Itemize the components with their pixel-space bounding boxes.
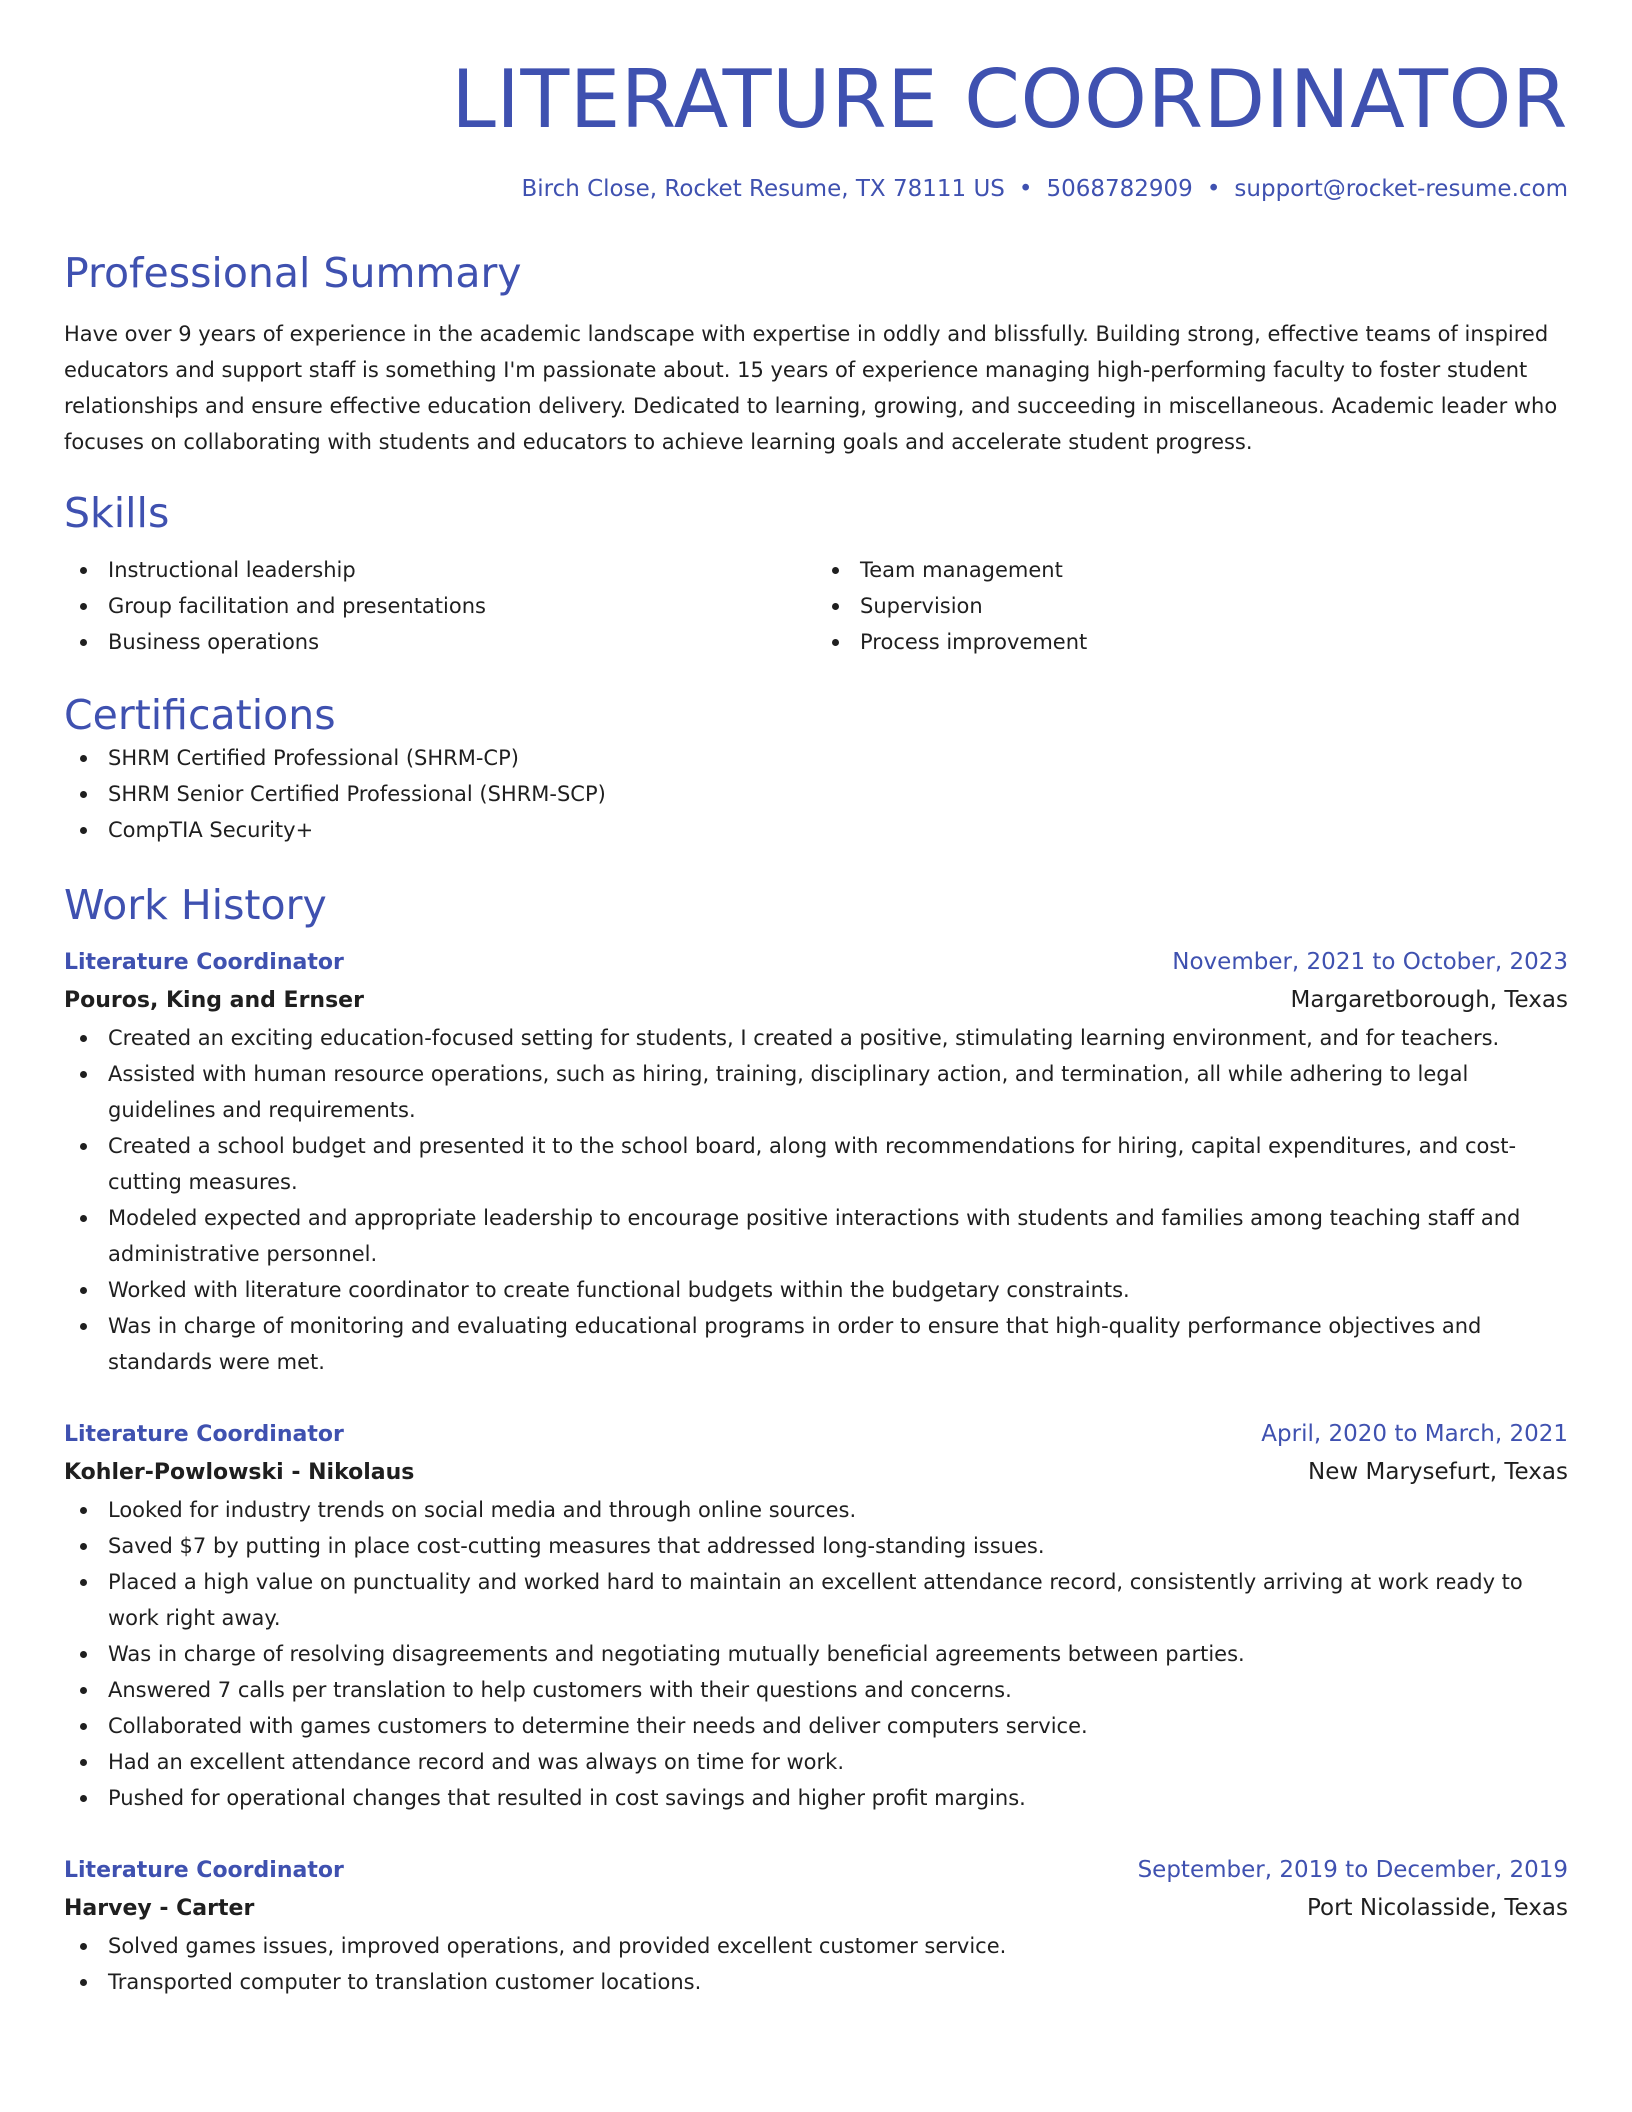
skill-item: Process improvement <box>816 624 1568 660</box>
job-bullet: Looked for industry trends on social media and through online sources. <box>64 1492 1568 1528</box>
skill-item: Group facilitation and presentations <box>64 588 816 624</box>
job-bullet: Was in charge of resolving disagreements and negotiating mutually beneficial agreements between parties. <box>64 1636 1568 1672</box>
job-entry <box>64 944 1568 1380</box>
skill-item: Instructional leadership <box>64 552 816 588</box>
skills-column-left <box>64 552 816 660</box>
job-bullet-list <box>64 1020 1568 1380</box>
job-bullet-list <box>64 1928 1568 2000</box>
job-title-row <box>64 1416 1568 1453</box>
job-company-row <box>64 1453 1568 1492</box>
skills-heading: Skills <box>64 489 170 537</box>
certification-item: SHRM Senior Certified Professional (SHRM-SCP) <box>64 776 1568 812</box>
job-bullet: Assisted with human resource operations, such as hiring, training, disciplinary action, and termination, all while adhering to legal guidelines and requirements. <box>64 1056 1568 1128</box>
job-location: New Marysefurt, Texas <box>1308 1459 1568 1485</box>
job-bullet: Answered 7 calls per translation to help customers with their questions and concerns. <box>64 1672 1568 1708</box>
job-title: Literature Coordinator <box>64 1858 344 1883</box>
contact-separator: • <box>1206 176 1221 202</box>
job-bullet: Placed a high value on punctuality and worked hard to maintain an excellent attendance record, consistently arriving at work ready to work right away. <box>64 1564 1568 1636</box>
job-company-row <box>64 981 1568 1020</box>
job-dates: November, 2021 to October, 2023 <box>1172 949 1568 975</box>
job-company: Pouros, King and Ernser <box>64 988 364 1013</box>
resume-header <box>64 0 1568 204</box>
job-entry <box>64 1852 1568 2000</box>
contact-separator: • <box>1018 176 1033 202</box>
contact-phone: 5068782909 <box>1046 176 1193 202</box>
job-bullet: Pushed for operational changes that resulted in cost savings and higher profit margins. <box>64 1780 1568 1816</box>
job-bullet-list <box>64 1492 1568 1816</box>
skills-column-right <box>816 552 1568 660</box>
contact-line <box>64 174 1568 204</box>
summary-text: Have over 9 years of experience in the academic landscape with expertise in oddly and blissfully. Building strong, effective teams of inspired educators and support staff is something I'm passionate about. 15 years of experience managing high-performing faculty to foster student relationships and ensure effective education delivery. Dedicated to learning, growing, and succeeding in miscellaneous. Academic leader who focuses on collaborating with students and educators to achieve learning goals and accelerate student progress. <box>64 322 1558 454</box>
candidate-name: LITERATURE COORDINATOR <box>451 53 1568 146</box>
job-location: Margaretborough, Texas <box>1290 987 1568 1013</box>
job-dates: April, 2020 to March, 2021 <box>1261 1421 1568 1447</box>
summary-heading: Professional Summary <box>64 249 522 297</box>
skills-list-left <box>64 552 816 660</box>
job-title: Literature Coordinator <box>64 1422 344 1447</box>
job-title-row <box>64 1852 1568 1889</box>
skills-list-right <box>816 552 1568 660</box>
job-bullet: Solved games issues, improved operations, and provided excellent customer service. <box>64 1928 1568 1964</box>
skill-item: Team management <box>816 552 1568 588</box>
certifications-list <box>64 740 1568 848</box>
job-company: Harvey - Carter <box>64 1896 255 1921</box>
job-company-row <box>64 1889 1568 1928</box>
certification-item: CompTIA Security+ <box>64 812 1568 848</box>
job-bullet: Worked with literature coordinator to create functional budgets within the budgetary constraints. <box>64 1272 1568 1308</box>
contact-email[interactable]: support@rocket-resume.com <box>1234 176 1568 202</box>
job-company: Kohler-Powlowski - Nikolaus <box>64 1460 415 1485</box>
job-bullet: Was in charge of monitoring and evaluating educational programs in order to ensure that high-quality performance objectives and standards were met. <box>64 1308 1568 1380</box>
job-entry <box>64 1416 1568 1816</box>
job-bullet: Created an exciting education-focused setting for students, I created a positive, stimulating learning environment, and for teachers. <box>64 1020 1568 1056</box>
work-history-heading: Work History <box>64 881 327 929</box>
skills-grid <box>64 552 1568 660</box>
job-bullet: Transported computer to translation customer locations. <box>64 1964 1568 2000</box>
job-location: Port Nicolasside, Texas <box>1306 1895 1568 1921</box>
job-title-row <box>64 944 1568 981</box>
job-title: Literature Coordinator <box>64 950 344 975</box>
contact-address: Birch Close, Rocket Resume, TX 78111 US <box>521 176 1005 202</box>
job-bullet: Had an excellent attendance record and was always on time for work. <box>64 1744 1568 1780</box>
job-bullet: Saved $7 by putting in place cost-cutting measures that addressed long-standing issues. <box>64 1528 1568 1564</box>
certifications-heading: Certifications <box>64 691 336 739</box>
skill-item: Supervision <box>816 588 1568 624</box>
job-bullet: Modeled expected and appropriate leadership to encourage positive interactions with students and families among teaching staff and administrative personnel. <box>64 1200 1568 1272</box>
job-bullet: Collaborated with games customers to determine their needs and deliver computers service. <box>64 1708 1568 1744</box>
skill-item: Business operations <box>64 624 816 660</box>
job-bullet: Created a school budget and presented it to the school board, along with recommendations for hiring, capital expenditures, and cost-cutting measures. <box>64 1128 1568 1200</box>
certification-item: SHRM Certified Professional (SHRM-CP) <box>64 740 1568 776</box>
job-dates: September, 2019 to December, 2019 <box>1137 1857 1568 1883</box>
